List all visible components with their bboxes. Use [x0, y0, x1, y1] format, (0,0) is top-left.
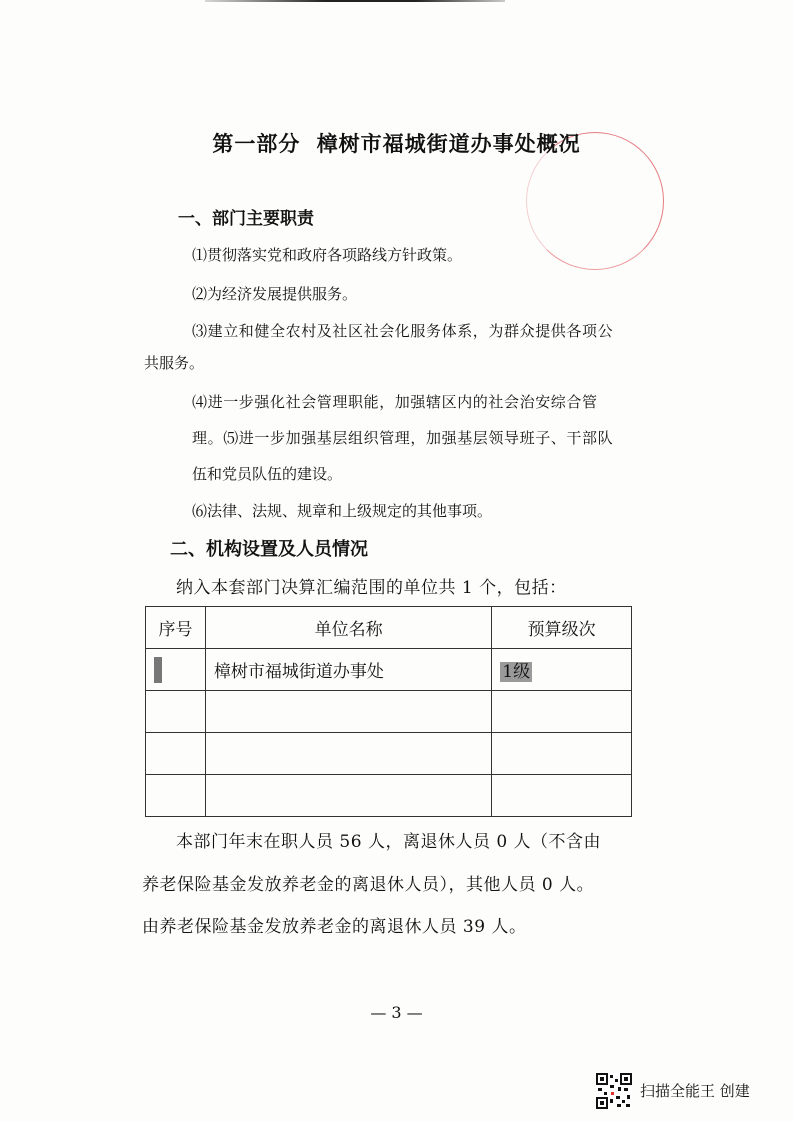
cell-no — [146, 649, 206, 691]
cell-level-value: 1级 — [502, 662, 531, 682]
page-title: 第一部分 樟树市福城街道办事处概况 — [212, 132, 581, 156]
header-name: 单位名称 — [205, 607, 491, 649]
units-table — [145, 606, 632, 817]
duty-item-4: ⑷进一步强化社会管理职能，加强辖区内的社会治安综合管 — [192, 393, 598, 411]
table-row — [146, 775, 632, 817]
scanner-watermark: 扫描全能王 创建 — [640, 1082, 750, 1100]
table-row — [146, 733, 632, 775]
duty-item-5-cont: 伍和党员队伍的建设。 — [192, 465, 343, 483]
duty-item-3: ⑶建立和健全农村及社区社会化服务体系，为群众提供各项公 — [192, 322, 614, 340]
cell-name: 樟树市福城街道办事处 — [205, 649, 491, 691]
section1-heading: 一、部门主要职责 — [178, 209, 314, 229]
duty-item-4-cont: 理。⑸进一步加强基层组织管理，加强基层领导班子、干部队 — [192, 429, 614, 447]
page-number: — 3 — — [370, 1003, 423, 1022]
section2-heading: 二、机构设置及人员情况 — [170, 539, 368, 560]
staff-line-3: 由养老保险基金发放养老金的离退休人员 39 人。 — [142, 917, 527, 937]
duty-item-3-cont: 共服务。 — [144, 354, 205, 372]
duty-item-1: ⑴贯彻落实党和政府各项路线方针政策。 — [192, 246, 463, 264]
duty-item-6: ⑹法律、法规、规章和上级规定的其他事项。 — [192, 502, 493, 520]
header-level: 预算级次 — [492, 607, 632, 649]
top-scan-edge — [205, 0, 505, 2]
header-no: 序号 — [146, 607, 206, 649]
table-header-row — [146, 607, 632, 649]
table-row — [146, 691, 632, 733]
duty-item-2: ⑵为经济发展提供服务。 — [192, 285, 358, 303]
units-intro: 纳入本套部门决算汇编范围的单位共 1 个，包括： — [176, 578, 567, 598]
table-row — [146, 649, 632, 691]
staff-line-1: 本部门年末在职人员 56 人，离退休人员 0 人（不含由 — [176, 832, 602, 852]
cell-no-marker — [154, 657, 162, 683]
cell-level — [492, 649, 632, 691]
staff-line-2: 养老保险基金发放养老金的离退休人员），其他人员 0 人。 — [142, 875, 595, 895]
qr-code-icon — [596, 1073, 632, 1109]
